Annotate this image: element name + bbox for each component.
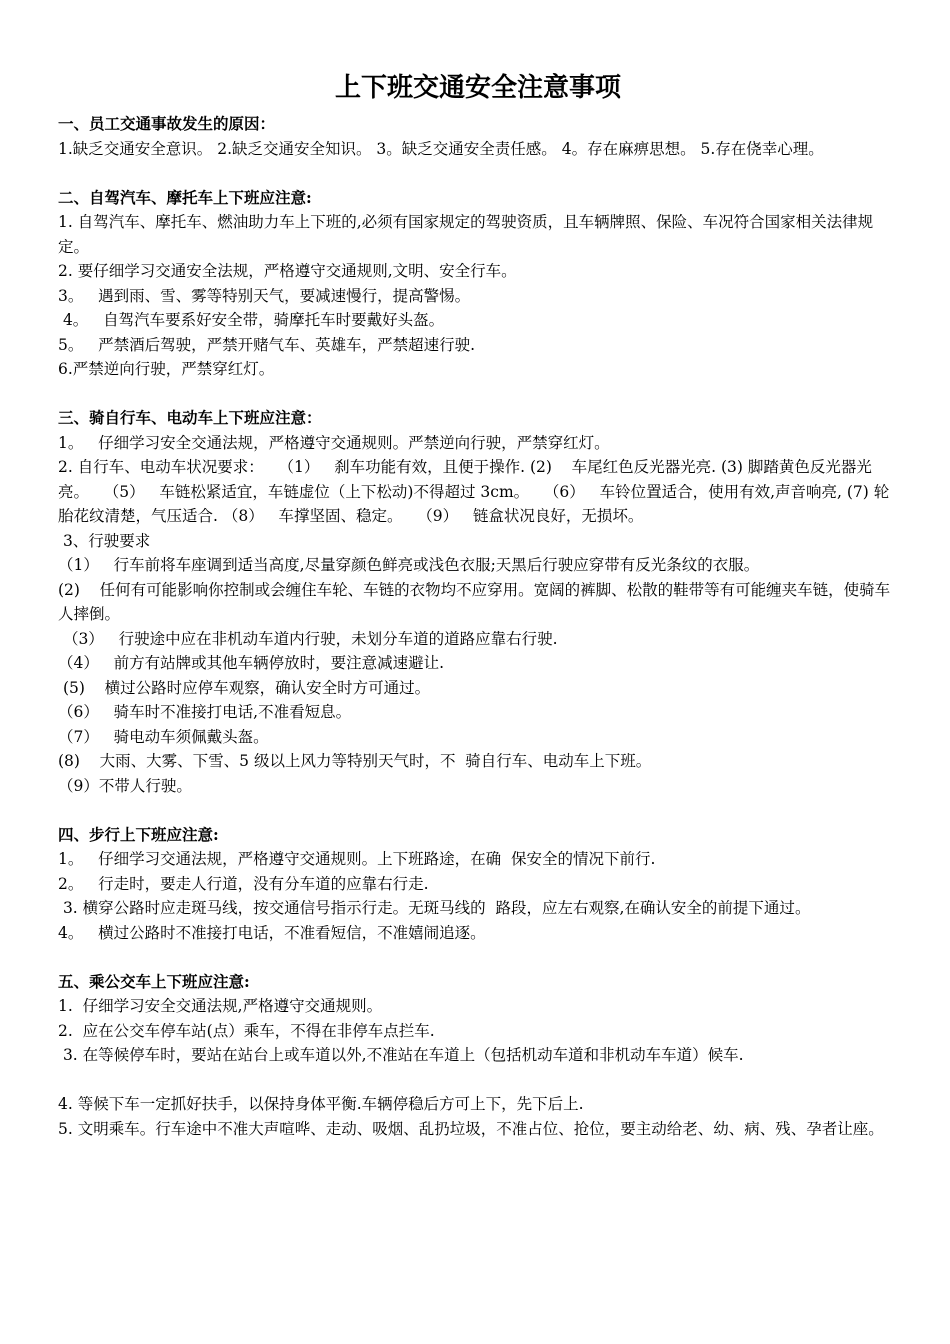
paragraph: 6.严禁逆向行驶，严禁穿红灯。 [58,360,275,378]
paragraph: 1。 仔细学习安全交通法规，严格遵守交通规则。严禁逆向行驶，严禁穿红灯。 [58,433,610,452]
paragraph: 4. 等候下车一定抓好扶手，以保持身体平衡.车辆停稳后方可上下，先下后上. [58,1095,584,1113]
paragraph: 2. 要仔细学习交通安全法规，严格遵守交通规则,文明、安全行车。 [58,262,517,280]
section-heading: 三、骑自行车、电动车上下班应注意： [58,408,322,427]
document-title: 上下班交通安全注意事项 [334,73,621,103]
paragraph: 1.缺乏交通安全意识。 2.缺乏交通安全知识。 3。缺乏交通安全责任感。 4。存在麻痹思想。 5.存在侥幸心理。 [58,139,824,158]
paragraph: （1） 行车前将车座调到适当高度,尽量穿颜色鲜亮或浅色衣服;天黑后行驶应穿带有反光条纹的衣服。 [58,556,760,574]
paragraph: 2. 应在公交车停车站(点）乘车，不得在非停车点拦车. [58,1021,435,1040]
section-accident-causes [58,112,898,161]
paragraph: （4） 前方有站牌或其他车辆停放时，要注意减速避让. [58,654,445,672]
paragraph: 2. 自行车、电动车状况要求： （1） 刹车功能有效，且便于操作. (2) 车尾红色反光器光亮. (3) 脚踏黄色反光器光亮。 （5） 车链松紧适宜，车链虚位（上下松动)不得超过 3cm。 （6） 车铃位置适合，使用有效,声音响亮, (7) 轮胎花纹清楚，气压适合. （8） 车撑坚固、稳定。 （9） 链盒状况良好，无损坏。 [58,458,890,525]
paragraph: （3） 行驶途中应在非机动车道内行驶，未划分车道的道路应靠右行驶. [58,629,558,648]
paragraph: (2) 任何有可能影响你控制或会缠住车轮、车链的衣物均不应穿用。宽阔的裤脚、松散的鞋带等有可能缠夹车链，使骑车人摔倒。 [58,580,891,623]
paragraph: (5) 横过公路时应停车观察，确认安全时方可通过。 [58,678,431,697]
paragraph: 5. 文明乘车。行车途中不准大声喧哗、走动、吸烟、乱扔垃圾，不准占位、抢位，要主动给老、幼、病、残、孕者让座。 [58,1119,884,1138]
paragraph: 1。 仔细学习交通法规，严格遵守交通规则。上下班路途，在确 保安全的情况下前行. [58,850,656,868]
paragraph: 5。 严禁酒后驾驶，严禁开赌气车、英雄车，严禁超速行驶. [58,335,476,354]
section-heading: 四、步行上下班应注意: [58,824,219,844]
blank-line [58,945,898,970]
paragraph: 1. 仔细学习安全交通法规,严格遵守交通规则。 [58,997,383,1015]
section-heading: 一、员工交通事故发生的原因： [58,114,276,133]
paragraph: 2。 行走时，要走人行道，没有分车道的应靠右行走. [58,874,429,893]
blank-line [58,161,898,186]
section-walking [58,823,898,946]
paragraph: 4。 自驾汽车要系好安全带，骑摩托车时要戴好头盔。 [58,311,445,329]
paragraph: 4。 横过公路时不准接打电话，不准看短信，不准嬉闹追逐。 [58,923,486,942]
paragraph: 3. 在等候停车时，要站在站台上或车道以外,不准站在车道上（包括机动车道和非机动车车道）候车. [58,1046,744,1064]
paragraph: （9）不带人行驶。 [58,776,192,795]
paragraph: (8) 大雨、大雾、下雪、5 级以上风力等特别天气时，不 骑自行车、电动车上下班。 [58,752,652,770]
paragraph: （6） 骑车时不准接打电话,不准看短息。 [58,703,352,721]
paragraph: 3. 横穿公路时应走斑马线，按交通信号指示行走。无斑马线的 路段，应左右观察,在确认安全的前提下通过。 [58,899,811,917]
blank-line [58,382,898,407]
section-heading: 二、自驾汽车、摩托车上下班应注意: [58,187,312,207]
paragraph: （7） 骑电动车须佩戴头盔。 [58,727,269,746]
blank-line [58,1068,898,1093]
paragraph: 3、行驶要求 [58,531,151,550]
paragraph: 3。 遇到雨、雪、雾等特别天气，要减速慢行，提高警惕。 [58,286,471,305]
paragraph: 1. 自驾汽车、摩托车、燃油助力车上下班的,必须有国家规定的驾驶资质，且车辆牌照、保险、车况符合国家相关法律规定。 [58,213,874,256]
section-bicycle-ebike [58,406,898,798]
section-car-motorcycle [58,186,898,382]
document-page [58,68,898,1141]
section-heading: 五、乘公交车上下班应注意: [58,971,250,991]
section-bus [58,970,898,1142]
blank-line [58,798,898,823]
